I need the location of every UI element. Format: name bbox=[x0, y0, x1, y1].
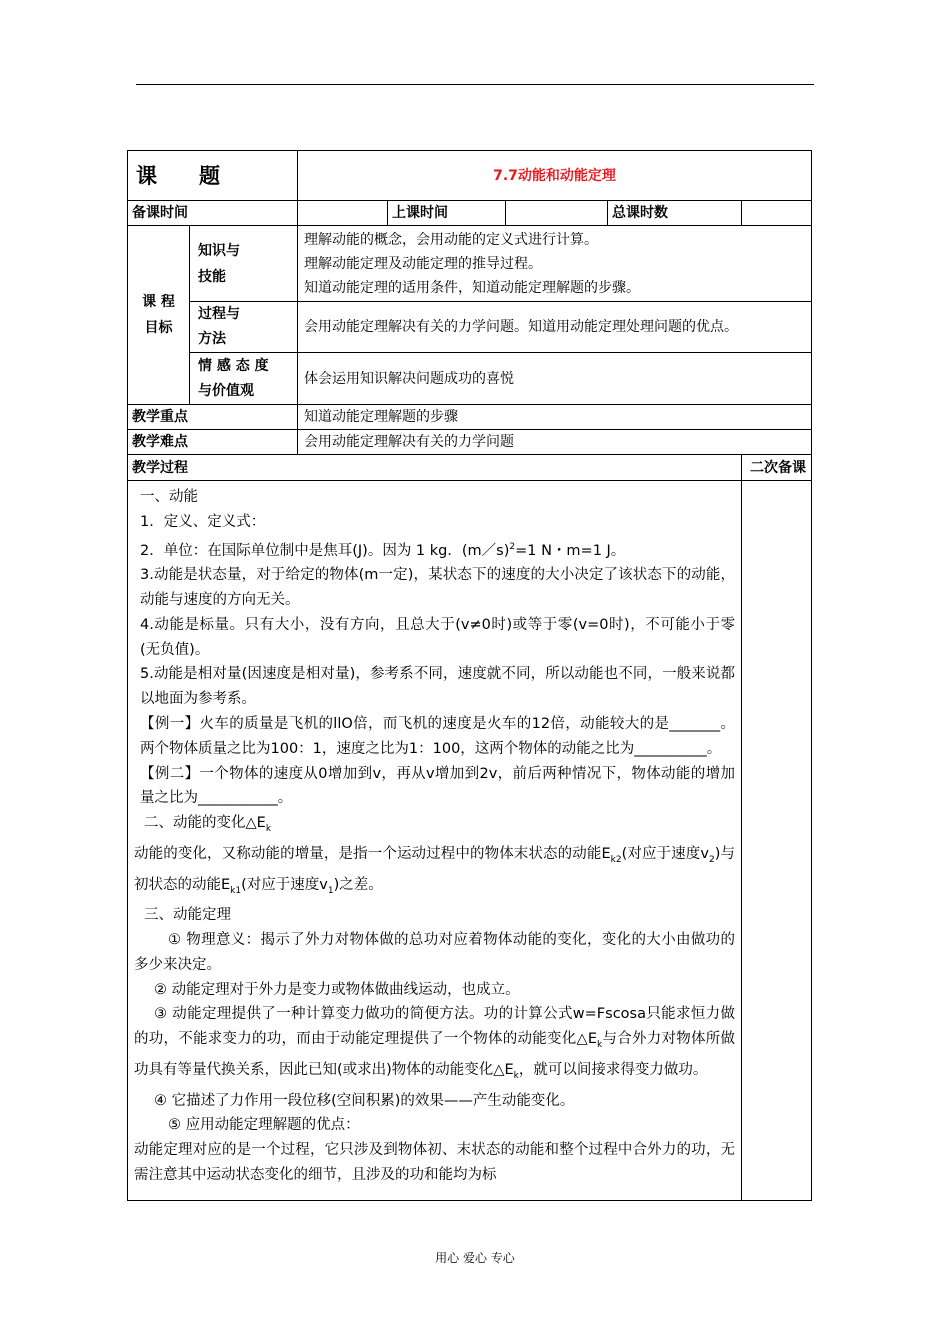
process-body bbox=[128, 481, 742, 1201]
difficulty-label: 教学难点 bbox=[128, 430, 298, 455]
process-label bbox=[190, 302, 298, 353]
class-time-label: 上课时间 bbox=[388, 201, 506, 226]
page-footer: 用心 爱心 专心 bbox=[435, 1251, 515, 1265]
objectives-label bbox=[128, 226, 190, 405]
paragraph: ② 动能定理对于外力是变力或物体做曲线运动，也成立。 bbox=[154, 981, 520, 998]
section-heading-change: 二、动能的变化$\triangle E_k$ bbox=[144, 815, 272, 835]
knowledge-label-line1: 知识与 bbox=[198, 242, 240, 259]
topic-row bbox=[128, 151, 812, 201]
secondary-prep-notes[interactable] bbox=[742, 481, 812, 1201]
emotion-label-line2: 与价值观 bbox=[198, 382, 254, 399]
section-heading-kinetic-energy: 一、动能 bbox=[140, 489, 198, 505]
paragraph: 3.动能是状态量，对于给定的物体(m一定)，某状态下的速度的大小决定了该状态下的动能，动能与速度的方向无关。 bbox=[140, 567, 735, 609]
process-body-row bbox=[128, 481, 812, 1201]
process-label-line2: 方法 bbox=[198, 331, 226, 347]
total-hours-label: 总课时数 bbox=[608, 201, 742, 226]
section-heading-theorem: 三、动能定理 bbox=[144, 907, 231, 924]
paragraph-change-def: 动能的变化，又称动能的增量，是指一个运动过程中的物体末状态的动能$E_{k2}$(对应于速度$v_2$)与初状态的动能$E_{k1}$(对应于速度$v_1$)之差。 bbox=[134, 845, 735, 896]
objective-process-row bbox=[128, 302, 812, 353]
knowledge-line: 知道动能定理的适用条件，知道动能定理解题的步骤。 bbox=[304, 279, 640, 296]
process-header-row bbox=[128, 455, 812, 481]
process-content: 会用动能定理解决有关的力学问题。知道用动能定理处理问题的优点。 bbox=[298, 302, 812, 353]
lesson-plan-table bbox=[127, 150, 812, 1201]
objectives-label-line1: 课 程 bbox=[142, 294, 175, 310]
page-title: 7.7动能和动能定理 bbox=[298, 151, 812, 201]
emotion-label-line1: 情 感 态 度 bbox=[198, 357, 269, 374]
paragraph: 1．定义、定义式： bbox=[140, 513, 266, 530]
knowledge-line: 理解动能的概念，会用动能的定义式进行计算。 bbox=[304, 231, 598, 248]
knowledge-label-line2: 技能 bbox=[198, 268, 226, 285]
difficulty-content: 会用动能定理解决有关的力学问题 bbox=[298, 430, 812, 455]
prep-time-value[interactable] bbox=[298, 201, 388, 226]
emotion-content: 体会运用知识解决问题成功的喜悦 bbox=[298, 353, 812, 405]
paragraph: 动能定理对应的是一个过程，它只涉及到物体初、末状态的动能和整个过程中合外力的功，无需注意其中运动状态变化的细节，且涉及的功和能均为标 bbox=[134, 1142, 735, 1183]
paragraph: ④ 它描述了力作用一段位移(空间积累)的效果——产生动能变化。 bbox=[154, 1092, 575, 1109]
topic-label: 课 题 bbox=[128, 151, 298, 201]
paragraph-unit: 2．单位：在国际单位制中是焦耳(J)。因为 1 kg．(m／s)$^2$=1 N・m=1 J。 bbox=[140, 541, 626, 559]
knowledge-line: 理解动能定理及动能定理的推导过程。 bbox=[304, 255, 542, 272]
focus-row bbox=[128, 405, 812, 430]
prep-time-label: 备课时间 bbox=[128, 201, 298, 226]
objective-knowledge-row bbox=[128, 226, 812, 302]
example-2: 【例二】一个物体的速度从0增加到v，再从v增加到2v，前后两种情况下，物体动能的增加量之比为___________。 bbox=[140, 765, 735, 807]
paragraph: ⑤ 应用动能定理解题的优点： bbox=[168, 1117, 360, 1134]
focus-label: 教学重点 bbox=[128, 405, 298, 430]
paragraph: 4.动能是标量。只有大小，没有方向，且总大于(v≠0时)或等于零(v=0时)，不可能小于零(无负值)。 bbox=[140, 616, 735, 658]
focus-content: 知道动能定理解题的步骤 bbox=[298, 405, 812, 430]
objective-emotion-row bbox=[128, 353, 812, 405]
process-label-line1: 过程与 bbox=[198, 306, 240, 322]
paragraph-variable-force: ③ 动能定理提供了一种计算变力做功的简便方法。功的计算公式w=Fscosa只能求恒力做的功，不能求变力的功，而由于动能定理提供了一个物体的动能变化$\triangle E_k$与合外力对物体所做功具有等量代换关系，因此已知(或求出)物体的动能变化$\triangle E_k$，就可以间接求得变力做功。 bbox=[134, 1006, 736, 1081]
class-time-value[interactable] bbox=[506, 201, 608, 226]
example-1: 【例一】火车的质量是飞机的llO倍，而飞机的速度是火车的12倍，动能较大的是_______。两个物体质量之比为100：1，速度之比为1：100，这两个物体的动能之比为__________。 bbox=[140, 716, 735, 757]
knowledge-content bbox=[298, 226, 812, 302]
emotion-label bbox=[190, 353, 298, 405]
teaching-process-label: 教学过程 bbox=[128, 455, 742, 481]
schedule-row bbox=[128, 201, 812, 226]
paragraph: 5.动能是相对量(因速度是相对量)，参考系不同，速度就不同，所以动能也不同，一般来说都以地面为参考系。 bbox=[140, 666, 735, 708]
secondary-prep-label: 二次备课 bbox=[742, 455, 812, 481]
total-hours-value[interactable] bbox=[742, 201, 812, 226]
objectives-label-line2: 目标 bbox=[144, 320, 173, 336]
header-rule bbox=[136, 84, 814, 85]
paragraph: ① 物理意义：揭示了外力对物体做的总功对应着物体动能的变化，变化的大小由做功的多少来决定。 bbox=[134, 932, 735, 973]
difficulty-row bbox=[128, 430, 812, 455]
knowledge-label bbox=[190, 226, 298, 302]
